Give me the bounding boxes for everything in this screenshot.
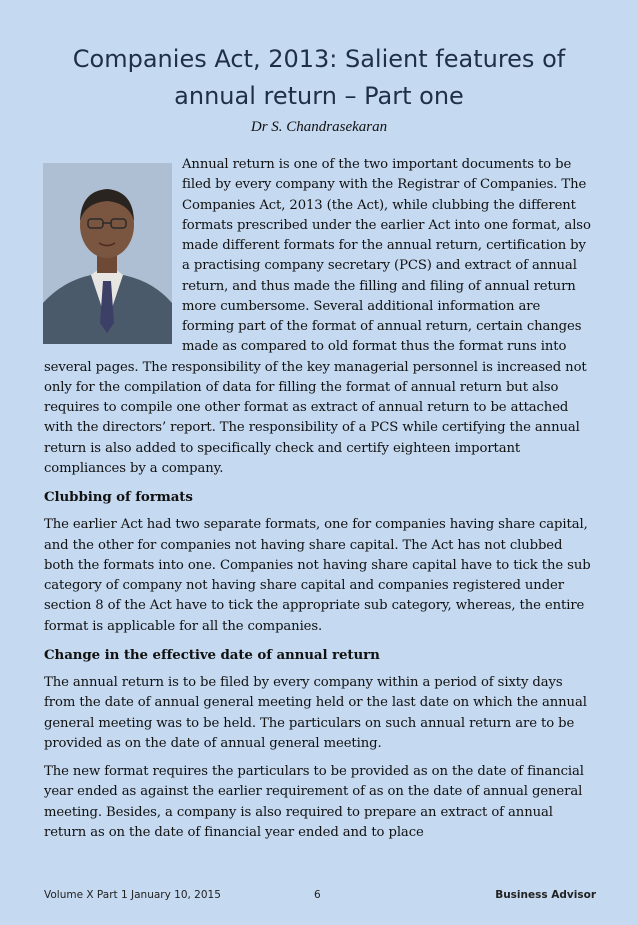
author-name: Dr S. Chandrasekaran (250, 119, 388, 135)
article-body (44, 155, 596, 851)
paragraph-clubbing: The earlier Act had two separate formats, one for companies having share capital, and the other for companies not having share capital. The Act has not clubbed both the formats into one. Companies not having share capital have to tick the sub category of company not having share capital and companies registered under section 8 of the Act have to tick the appropriate sub category, whereas, the entire format is applicable for all the companies. (44, 517, 591, 634)
page-footer (44, 889, 596, 905)
intro-paragraph: Annual return is one of the two important documents to be filed by every company with the Registrar of Companies. The Companies Act, 2013 (the Act), while clubbing the different formats prescribed under the earlier Act into one format, also made different formats for the annual return, certification by a practising company secretary (PCS) and extract of annual return, and thus made the filling and filing of annual return more cumbersome. Several additional information are forming part of the format of annual return, certain changes made as compared to old format thus the format runs into several pages. The responsibility of the key managerial personnel is increased not only for the compilation of data for filling the format of annual return but also requires to compile one other format as extract of annual return to be attached with the directors’ report. The responsibility of a PCS while certifying the annual return is also added to specifically check and certify eighteen important compliances by a company. (44, 157, 591, 476)
paragraph-effective-date-1: The annual return is to be filed by every company within a period of sixty days from the date of annual general meeting held or the last date on which the annual general meeting was to be held. The particulars on such annual return are to be provided as on the date of annual general meeting. (44, 675, 587, 751)
section-heading-clubbing: Clubbing of formats (44, 489, 193, 505)
author-photo (43, 163, 172, 344)
footer-volume: Volume X Part 1 January 10, 2015 (44, 889, 221, 901)
section-heading-effective-date: Change in the effective date of annual return (44, 646, 380, 663)
article-title: Companies Act, 2013: Salient features of annual return – Part one (72, 45, 566, 110)
paragraph-effective-date-2: The new format requires the particulars to be provided as on the date of financial year ended as against the earlier requirement of as on the date of annual general meeting. Besides, a company is also required to prepare an extract of annual return as on the date of financial year ended and to place (44, 764, 584, 840)
page-number: 6 (314, 889, 321, 901)
footer-publication: Business Advisor (495, 889, 596, 901)
